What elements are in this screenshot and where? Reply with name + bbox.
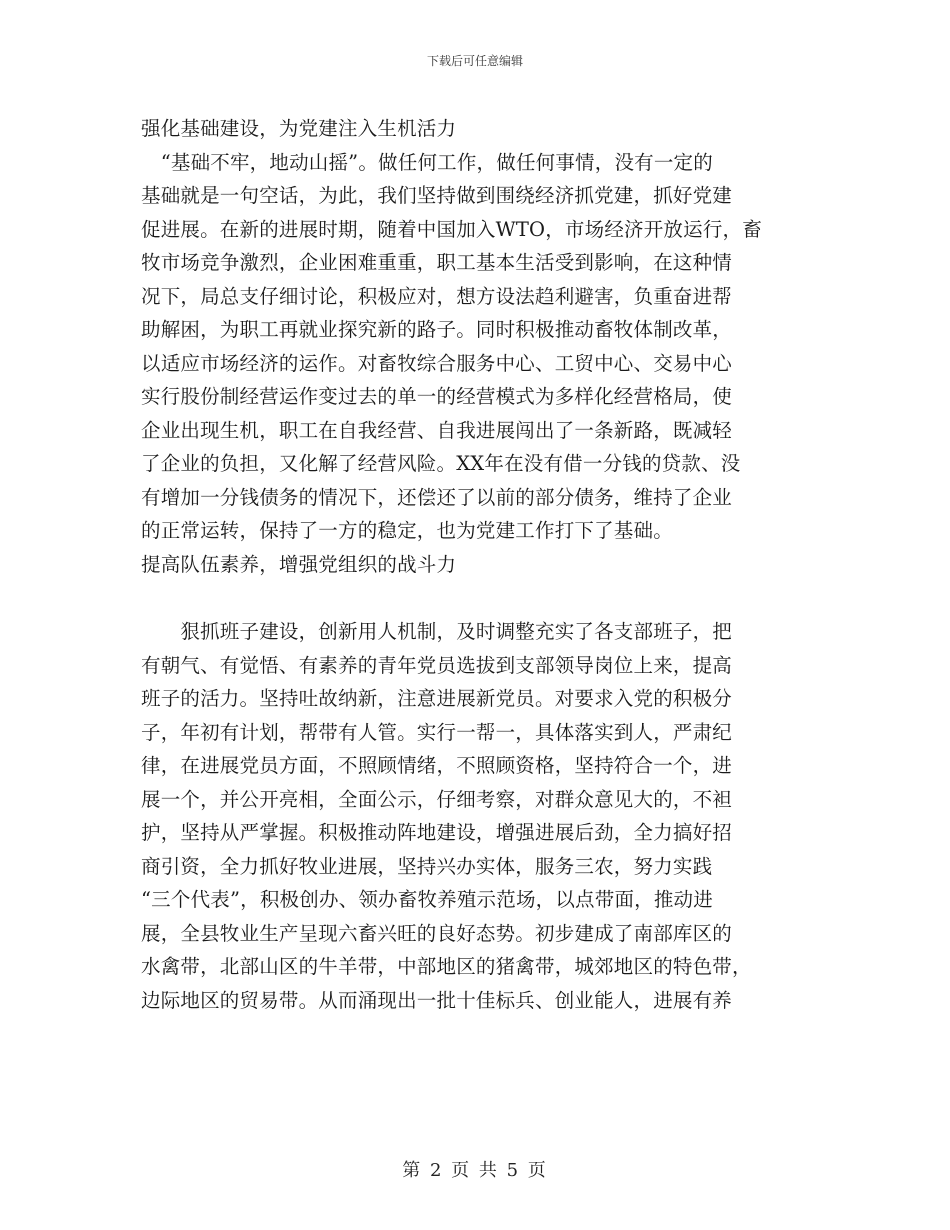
paragraph-line: 护，坚持从严掌握。积极推动阵地建设，增强进展后劲，全力搞好招 <box>141 821 733 844</box>
paragraph-line: 企业出现生机，职工在自我经营、自我进展闯出了一条新路，既减轻 <box>141 418 733 442</box>
paragraph-line: 水禽带，北部山区的牛羊带，中部地区的猪禽带，城郊地区的特色带， <box>141 955 752 978</box>
paragraph-line: 基础就是一句空话，为此，我们坚持做到围绕经济抓党建，抓好党建 <box>141 184 733 207</box>
section-heading: 强化基础建设，为党建注入生机活力 <box>141 117 457 140</box>
blank-line <box>141 581 811 615</box>
paragraph-line: 牧市场竞争激烈，企业困难重重，职工基本生活受到影响，在这种情 <box>141 251 733 274</box>
paragraph-line: 子，年初有计划，帮带有人管。实行一帮一，具体落实到人，严肃纪 <box>141 720 733 744</box>
section-heading: 提高队伍素养，增强党组织的战斗力 <box>141 552 457 576</box>
paragraph-line: 以适应市场经济的运作。对畜牧综合服务中心、工贸中心、交易中心 <box>141 351 733 375</box>
paragraph-line: 了企业的负担，又化解了经营风险。XX年在没有借一分钱的贷款、没 <box>141 452 741 475</box>
paragraph-line: 狠抓班子建设，创新用人机制，及时调整充实了各支部班子，把 <box>141 620 733 643</box>
paragraph-line: 的正常运转，保持了一方的稳定，也为党建工作打下了基础。 <box>141 519 673 542</box>
paragraph-line: 展一个，并公开亮相，全面公示，仔细考察，对群众意见大的，不袒 <box>141 787 733 811</box>
document-body <box>141 112 811 1017</box>
page-number: 第 2 页 共 5 页 <box>402 1160 548 1181</box>
paragraph-line: “基础不牢，地动山摇”。做任何工作，做任何事情，没有一定的 <box>141 150 713 174</box>
paragraph-line: 班子的活力。坚持吐故纳新，注意进展新党员。对要求入党的积极分 <box>141 687 733 710</box>
paragraph-line: 有朝气、有觉悟、有素养的青年党员选拔到支部领导岗位上来，提高 <box>141 653 733 677</box>
page-header-note: 下载后可任意编辑 <box>426 54 523 68</box>
paragraph-line: 助解困，为职工再就业探究新的路子。同时积极推动畜牧体制改革， <box>141 318 733 341</box>
paragraph-line: 商引资，全力抓好牧业进展，坚持兴办实体，服务三农，努力实践 <box>141 854 713 878</box>
paragraph-line: 实行股份制经营运作变过去的单一的经营模式为多样化经营格局，使 <box>141 385 733 408</box>
paragraph-line: 况下，局总支仔细讨论，积极应对，想方设法趋利避害，负重奋进帮 <box>141 284 733 308</box>
paragraph-line: 有增加一分钱债务的情况下，还偿还了以前的部分债务，维持了企业 <box>141 485 733 509</box>
paragraph-line: “三个代表”，积极创办、领办畜牧养殖示范场，以点带面，推动进 <box>141 888 713 911</box>
paragraph-line: 边际地区的贸易带。从而涌现出一批十佳标兵、创业能人，进展有养 <box>141 988 733 1012</box>
paragraph-line: 展，全县牧业生产呈现六畜兴旺的良好态势。初步建成了南部库区的 <box>141 921 733 945</box>
paragraph-line: 律，在进展党员方面，不照顾情绪，不照顾资格，坚持符合一个，进 <box>141 754 733 777</box>
paragraph-line: 促进展。在新的进展时期，随着中国加入WTO，市场经济开放运行，畜 <box>141 217 762 241</box>
